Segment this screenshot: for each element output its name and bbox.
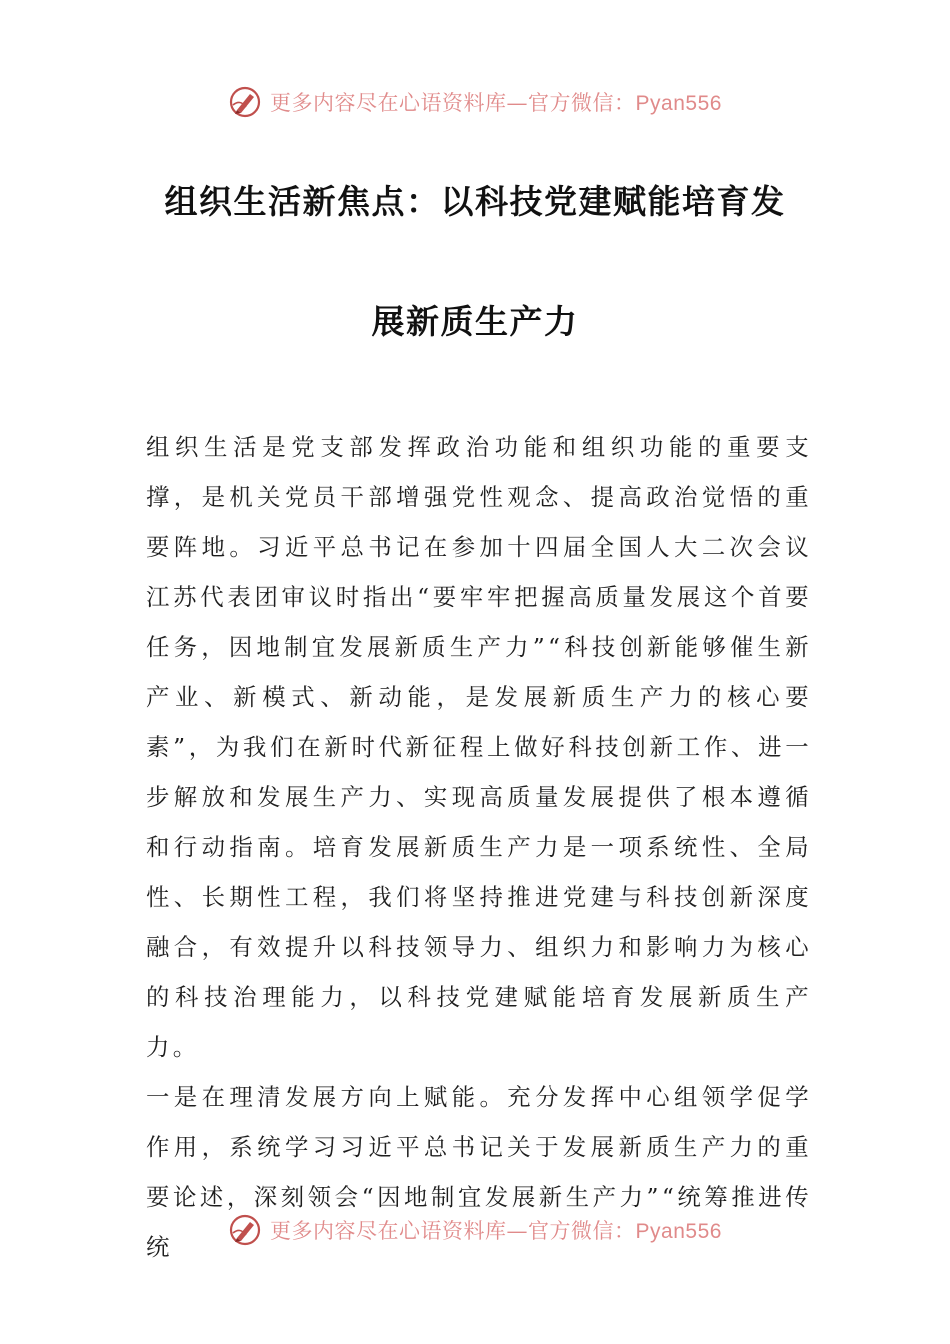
paragraph-2: 一是在理清发展方向上赋能。充分发挥中心组领学促学作用，系统学习习近平总书记关于发展新质生产力的重要论述，深刻领会“因地制宜发展新生产力”“统筹推进传统 — [146, 1083, 812, 1261]
document-title-line-2: 展新质生产力 — [371, 302, 579, 341]
wechat-id: Pyan556 — [635, 92, 722, 115]
watermark-text: 更多内容尽在心语资料库—官方微信：Pyan556 — [270, 91, 722, 115]
document-title-line-1: 组织生活新焦点：以科技党建赋能培育发 — [164, 182, 786, 221]
pen-logo-icon — [228, 85, 262, 119]
document-body — [146, 422, 812, 1272]
wechat-id: Pyan556 — [635, 1220, 722, 1243]
pen-logo-icon — [228, 1213, 262, 1247]
paragraph-1: 组织生活是党支部发挥政治功能和组织功能的重要支撑，是机关党员干部增强党性观念、提高政治觉悟的重要阵地。习近平总书记在参加十四届全国人大二次会议江苏代表团审议时指出“要牢牢把握高质量发展这个首要任务，因地制宜发展新质生产力”“科技创新能够催生新产业、新模式、新动能，是发展新质生产力的核心要素”，为我们在新时代新征程上做好科技创新工作、进一步解放和发展生产力、实现高质量发展提供了根本遵循和行动指南。培育发展新质生产力是一项系统性、全局性、长期性工程，我们将坚持推进党建与科技创新深度融合，有效提升以科技领导力、组织力和影响力为核心的科技治理能力，以科技党建赋能培育发展新质生产力。 — [146, 433, 812, 1061]
watermark-text: 更多内容尽在心语资料库—官方微信：Pyan556 — [270, 1219, 722, 1243]
header-watermark — [0, 82, 950, 122]
footer-watermark — [0, 1210, 950, 1250]
